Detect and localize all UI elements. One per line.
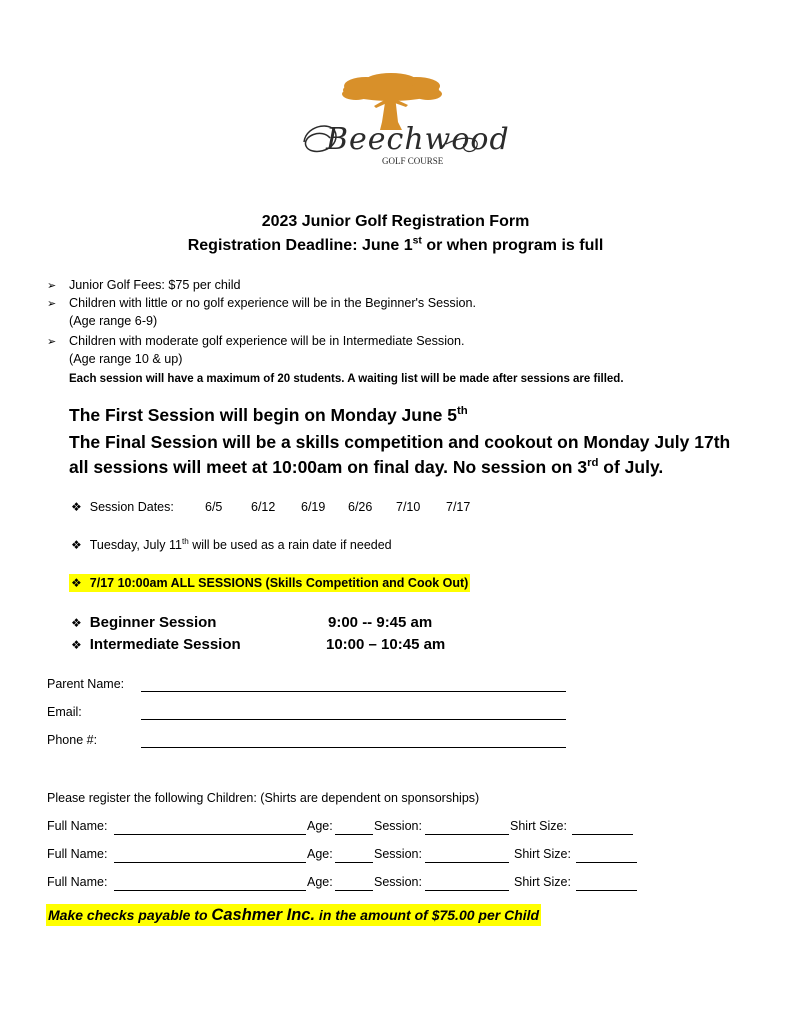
session-date-item: 6/5 [205, 500, 223, 514]
child-age-field[interactable] [335, 834, 373, 835]
beginner-age-range: (Age range 6-9) [69, 314, 158, 328]
session-label: Session: [374, 847, 422, 861]
arrow-bullet-icon: ➢ [47, 336, 57, 348]
final-day-line: all sessions will meet at 10:00am on final day. No session on 3rd of July. [69, 457, 664, 477]
parent-name-field[interactable] [141, 691, 566, 692]
session-capacity-note: Each session will have a maximum of 20 students. A waiting list will be made after sessions are filled. [69, 373, 624, 385]
email-field[interactable] [141, 719, 566, 720]
child-shirt-field[interactable] [576, 862, 637, 863]
email-label: Email: [47, 705, 82, 719]
session-label: Session: [374, 819, 422, 833]
child-name-field[interactable] [114, 890, 306, 891]
final-session-line: The Final Session will be a skills competition and cookout on Monday July 17th [69, 432, 731, 452]
shirt-size-label: Shirt Size: [514, 847, 571, 861]
beginner-session-row [71, 614, 216, 631]
session-date-item: 6/26 [348, 500, 373, 514]
full-name-label: Full Name: [47, 875, 108, 889]
child-shirt-field[interactable] [572, 834, 633, 835]
session-date-item: 6/19 [301, 500, 326, 514]
phone-field[interactable] [141, 747, 566, 748]
arrow-bullet-icon: ➢ [47, 298, 57, 310]
diamond-bullet-icon: ❖ [71, 538, 82, 552]
session-name: Intermediate Session [89, 636, 241, 653]
intermediate-bullet: Children with moderate golf experience will be in Intermediate Session. [69, 334, 465, 348]
session-dates-label: Session Dates: [89, 500, 174, 514]
child-session-field[interactable] [425, 834, 509, 835]
child-age-field[interactable] [335, 862, 373, 863]
session-date-item: 7/10 [396, 500, 421, 514]
beginner-bullet: Children with little or no golf experience will be in the Beginner's Session. [69, 296, 477, 310]
child-name-field[interactable] [114, 862, 306, 863]
diamond-bullet-icon: ❖ [71, 638, 82, 652]
logo-subtitle: GOLF COURSE [382, 156, 444, 166]
shirt-size-label: Shirt Size: [514, 875, 571, 889]
first-session-line: The First Session will begin on Monday June 5th [69, 405, 468, 425]
child-session-field[interactable] [425, 890, 509, 891]
session-time: 10:00 – 10:45 am [326, 636, 446, 653]
shirt-size-label: Shirt Size: [510, 819, 567, 833]
beechwood-logo [296, 72, 510, 172]
form-title: 2023 Junior Golf Registration Form [261, 213, 530, 230]
age-label: Age: [307, 847, 333, 861]
full-name-label: Full Name: [47, 819, 108, 833]
arrow-bullet-icon: ➢ [47, 280, 57, 292]
session-dates [71, 500, 174, 514]
parent-name-label: Parent Name: [47, 677, 125, 691]
fees-bullet: Junior Golf Fees: $75 per child [69, 278, 241, 292]
age-label: Age: [307, 819, 333, 833]
session-name: Beginner Session [89, 614, 217, 631]
age-label: Age: [307, 875, 333, 889]
intermediate-age-range: (Age range 10 & up) [69, 352, 183, 366]
child-name-field[interactable] [114, 834, 306, 835]
child-session-field[interactable] [425, 862, 509, 863]
session-time: 9:00 -- 9:45 am [328, 614, 433, 631]
full-name-label: Full Name: [47, 847, 108, 861]
diamond-bullet-icon: ❖ [71, 500, 82, 514]
diamond-bullet-icon: ❖ [71, 616, 82, 630]
intermediate-session-row [71, 636, 241, 653]
final-session-highlight: ❖ 7/17 10:00am ALL SESSIONS (Skills Competition and Cook Out) [71, 576, 469, 590]
session-label: Session: [374, 875, 422, 889]
diamond-bullet-icon: ❖ [71, 576, 82, 590]
children-intro: Please register the following Children: (Shirts are dependent on sponsorships) [47, 791, 480, 805]
logo-name: Beechwood [326, 122, 510, 157]
child-shirt-field[interactable] [576, 890, 637, 891]
child-age-field[interactable] [335, 890, 373, 891]
rain-date-line: ❖ Tuesday, July 11th will be used as a rain date if needed [71, 536, 392, 552]
session-date-item: 7/17 [446, 500, 471, 514]
payment-instructions: Make checks payable to Cashmer Inc. in the amount of $75.00 per Child [48, 906, 540, 924]
payee-name: Cashmer Inc. [211, 906, 316, 924]
registration-deadline: Registration Deadline: June 1st or when program is full [187, 235, 604, 254]
session-date-item: 6/12 [251, 500, 276, 514]
phone-label: Phone #: [47, 733, 98, 747]
